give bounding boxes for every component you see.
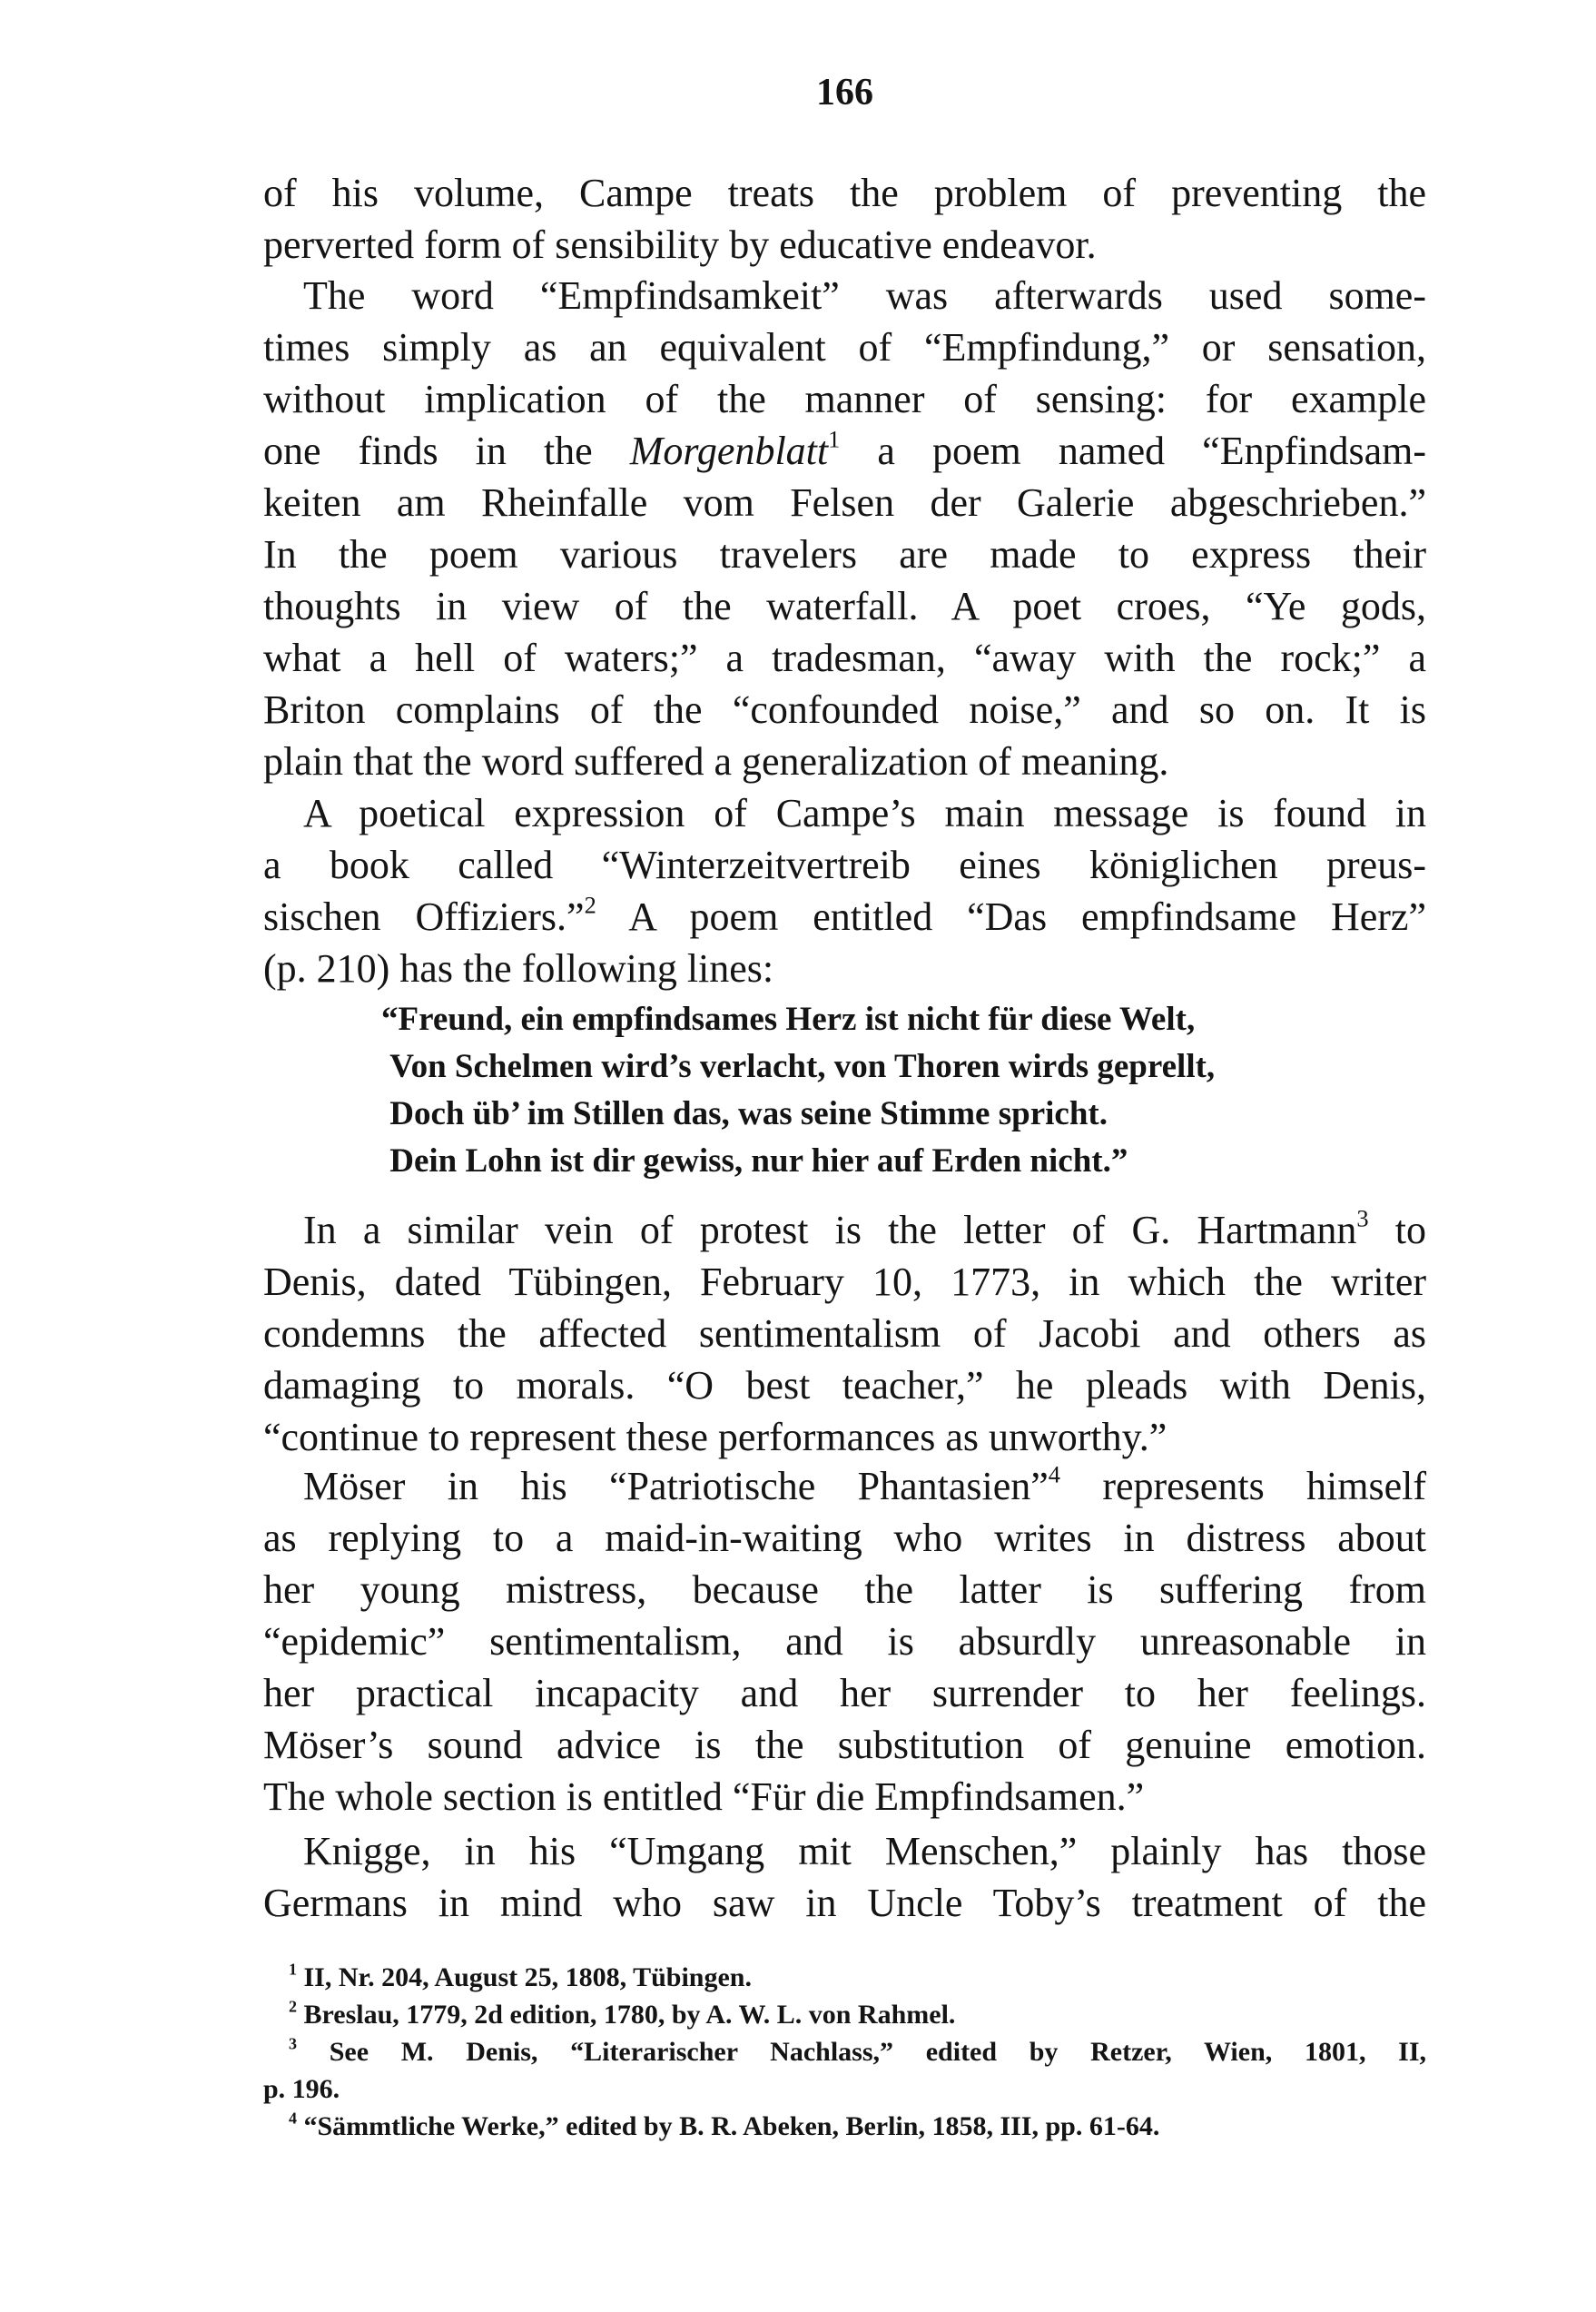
text-line: her practical incapacity and her surrender to her feelings. — [263, 1671, 1426, 1715]
text-line: Doch üb’ im Stillen das, was seine Stimme spricht. — [381, 1095, 1108, 1132]
text-run: See M. Denis, “Literarischer Nachlass,” edited by Retzer, Wien, 1801, II, — [297, 2037, 1426, 2067]
text-line: thoughts in view of the waterfall. A poet croes, “Ye gods, — [263, 584, 1426, 628]
text-line: Von Schelmen wird’s verlacht, von Thoren wirds geprellt, — [381, 1048, 1216, 1085]
text-run: In a similar vein of protest is the letter of G. Hartmann — [303, 1208, 1357, 1252]
paragraph-4 — [263, 1204, 1426, 1463]
text-line — [263, 2108, 1426, 2145]
text-run: Möser in his “Patriotische Phantasien” — [303, 1464, 1049, 1508]
text-run: a poem named “Enpfindsam- — [840, 429, 1426, 473]
text-run: II, Nr. 204, August 25, 1808, Tübingen. — [297, 1962, 752, 1992]
text-line: plain that the word suffered a generalization of meaning. — [263, 739, 1169, 784]
text-line — [263, 1204, 1426, 1256]
text-line: what a hell of waters;” a tradesman, “away with the rock;” a — [263, 636, 1426, 680]
text-line: Knigge, in his “Umgang mit Menschen,” plainly has those — [303, 1829, 1426, 1873]
text-line: p. 196. — [263, 2074, 340, 2104]
footnote-marker: 3 — [289, 2034, 297, 2053]
text-line: (p. 210) has the following lines: — [263, 946, 774, 991]
text-run: A poem entitled “Das empfindsame Herz” — [596, 894, 1426, 939]
text-line: a book called “Winterzeitvertreib eines königlichen preus- — [263, 843, 1426, 887]
text-line: Möser’s sound advice is the substitution of genuine emotion. — [263, 1723, 1426, 1767]
text-line: condemns the affected sentimentalism of Jacobi and others as — [263, 1311, 1426, 1356]
footnote-marker: 2 — [584, 891, 596, 919]
text-run: Breslau, 1779, 2d edition, 1780, by A. W. L. von Rahmel. — [297, 2000, 956, 2030]
text-line: The whole section is entitled “Für die Empfindsamen.” — [263, 1774, 1145, 1819]
footnote-marker: 2 — [289, 1997, 297, 2016]
footnote-marker: 1 — [828, 425, 841, 453]
text-line: damaging to morals. “O best teacher,” he pleads with Denis, — [263, 1363, 1426, 1408]
text-line: keiten am Rheinfalle vom Felsen der Galerie abgeschrieben.” — [263, 480, 1426, 525]
footnote-marker: 4 — [289, 2109, 297, 2128]
text-line: “Freund, ein empfindsames Herz ist nicht für diese Welt, — [381, 1001, 1196, 1038]
text-line — [263, 1959, 1426, 1996]
text-line: times simply as an equivalent of “Empfindung,” or sensation, — [263, 325, 1426, 370]
text-line — [263, 1460, 1426, 1512]
poem-quote — [381, 996, 1380, 1185]
footnote-marker: 3 — [1356, 1204, 1369, 1232]
page-number: 166 — [816, 72, 873, 114]
text-line: Briton complains of the “confounded noise,” and so on. It is — [263, 687, 1426, 732]
text-line: of his volume, Campe treats the problem of preventing the — [263, 171, 1426, 215]
paragraph-5 — [263, 1460, 1426, 1823]
text-run: one finds in the — [263, 429, 630, 473]
text-line — [263, 425, 1426, 477]
text-line: Germans in mind who saw in Uncle Toby’s treatment of the — [263, 1881, 1426, 1925]
text-line: perverted form of sensibility by educative endeavor. — [263, 222, 1097, 267]
text-line: “epidemic” sentimentalism, and is absurdly unreasonable in — [263, 1619, 1426, 1664]
paragraph-3 — [263, 787, 1426, 994]
text-line: Denis, dated Tübingen, February 10, 1773, in which the writer — [263, 1260, 1426, 1304]
italic-text: Morgenblatt — [629, 429, 829, 473]
footnote-marker: 4 — [1048, 1460, 1060, 1488]
text-line: “continue to represent these performances as unworthy.” — [263, 1415, 1167, 1459]
footnote-marker: 1 — [289, 1960, 297, 1979]
text-line: In the poem various travelers are made to express their — [263, 532, 1426, 577]
text-line: Dein Lohn ist dir gewiss, nur hier auf Erden nicht.” — [381, 1142, 1128, 1180]
text-line: The word “Empfindsamkeit” was afterwards used some- — [303, 273, 1426, 318]
text-run: represents himself — [1059, 1464, 1427, 1508]
text-line: without implication of the manner of sensing: for example — [263, 377, 1426, 421]
text-line — [263, 891, 1426, 943]
text-run: to — [1368, 1208, 1426, 1252]
text-run: sischen Offiziers.” — [263, 894, 585, 939]
text-line — [263, 1996, 1426, 2033]
text-run: “Sämmtliche Werke,” edited by B. R. Abeken, Berlin, 1858, III, pp. 61-64. — [297, 2111, 1160, 2141]
text-line: as replying to a maid-in-waiting who writes in distress about — [263, 1516, 1426, 1560]
footnotes — [263, 1959, 1426, 2145]
text-line: her young mistress, because the latter is suffering from — [263, 1567, 1426, 1612]
paragraph-6 — [263, 1825, 1426, 1929]
paragraph-1 — [263, 167, 1426, 271]
text-line — [263, 2033, 1426, 2070]
paragraph-2 — [263, 270, 1426, 787]
text-line: A poetical expression of Campe’s main message is found in — [303, 791, 1426, 835]
